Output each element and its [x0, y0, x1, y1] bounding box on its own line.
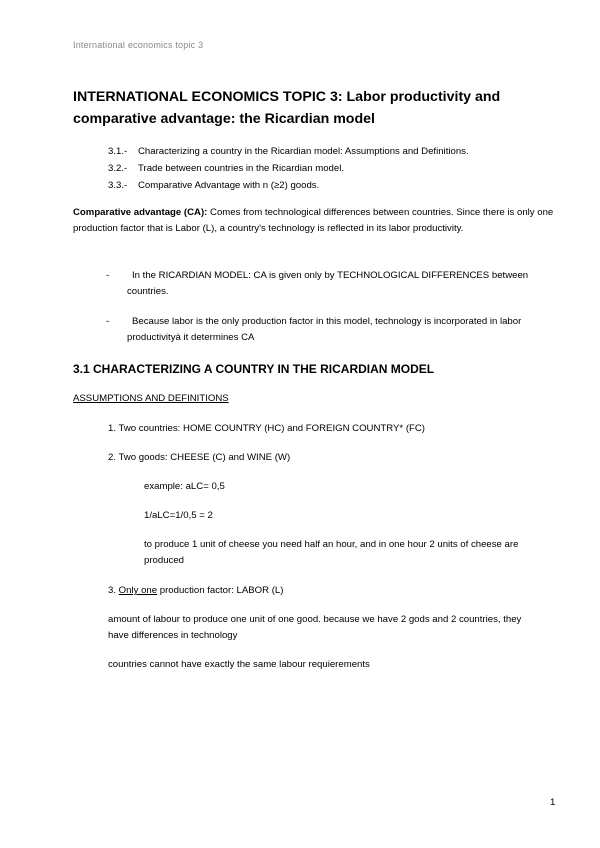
item-prefix: 3.	[108, 585, 119, 596]
item-underlined: Only one	[118, 585, 158, 596]
note-paragraph: countries cannot have exactly the same labour requierements	[108, 659, 370, 670]
page-number: 1	[550, 797, 556, 808]
toc-item-number: 3.2.-	[108, 163, 128, 174]
note-paragraph: amount of labour to produce one unit of one good. because we have 2 gods and 2 countries, they have differences in technology	[108, 614, 522, 641]
toc-item-text: Trade between countries in the Ricardian model.	[138, 163, 345, 174]
toc-item-number: 3.3.-	[108, 180, 128, 191]
example-line: 1/aLC=1/0,5 = 2	[144, 510, 213, 521]
bullet-dash: -	[106, 316, 110, 327]
running-header: International economics topic 3	[73, 40, 204, 50]
example-explanation: to produce 1 unit of cheese you need half an hour, and in one hour 2 units of cheese are produced	[144, 539, 519, 566]
toc-item-text: Characterizing a country in the Ricardian model: Assumptions and Definitions.	[138, 146, 469, 157]
toc-item	[108, 143, 548, 160]
toc-item	[108, 177, 548, 194]
toc-item-number: 3.1.-	[108, 146, 128, 157]
assumption-item: 1. Two countries: HOME COUNTRY (HC) and FOREIGN COUNTRY* (FC)	[108, 423, 426, 434]
comparative-advantage-paragraph	[73, 205, 558, 237]
table-of-contents	[108, 143, 548, 194]
section-heading: 3.1 CHARACTERIZING A COUNTRY IN THE RICARDIAN MODEL	[73, 362, 435, 376]
assumption-item: 2. Two goods: CHEESE (C) and WINE (W)	[108, 452, 291, 463]
toc-item	[108, 160, 548, 177]
example-line: example: aLC= 0,5	[144, 481, 225, 492]
bullet-dash: -	[106, 270, 110, 281]
toc-item-text: Comparative Advantage with n (≥2) goods.	[138, 180, 320, 191]
bullet-item	[106, 314, 561, 346]
bullet-text: Because labor is the only production factor in this model, technology is incorporated in labor productivityà it determines CA	[127, 316, 522, 343]
assumptions-subheading: ASSUMPTIONS AND DEFINITIONS	[73, 393, 229, 404]
item-suffix: production factor: LABOR (L)	[157, 585, 284, 596]
ca-definition: Comes from technological differences between countries. Since there is only one production factor that is Labor (L), a country's technology is reflected in its labor productivity.	[73, 207, 554, 234]
ca-term: Comparative advantage (CA):	[73, 207, 208, 218]
bullet-text: In the RICARDIAN MODEL: CA is given only by TECHNOLOGICAL DIFFERENCES between countries.	[127, 270, 529, 297]
bullet-item	[106, 268, 561, 300]
document-title: INTERNATIONAL ECONOMICS TOPIC 3: Labor productivity and comparative advantage: the Ricardian model	[73, 89, 501, 127]
assumption-item	[108, 583, 283, 599]
